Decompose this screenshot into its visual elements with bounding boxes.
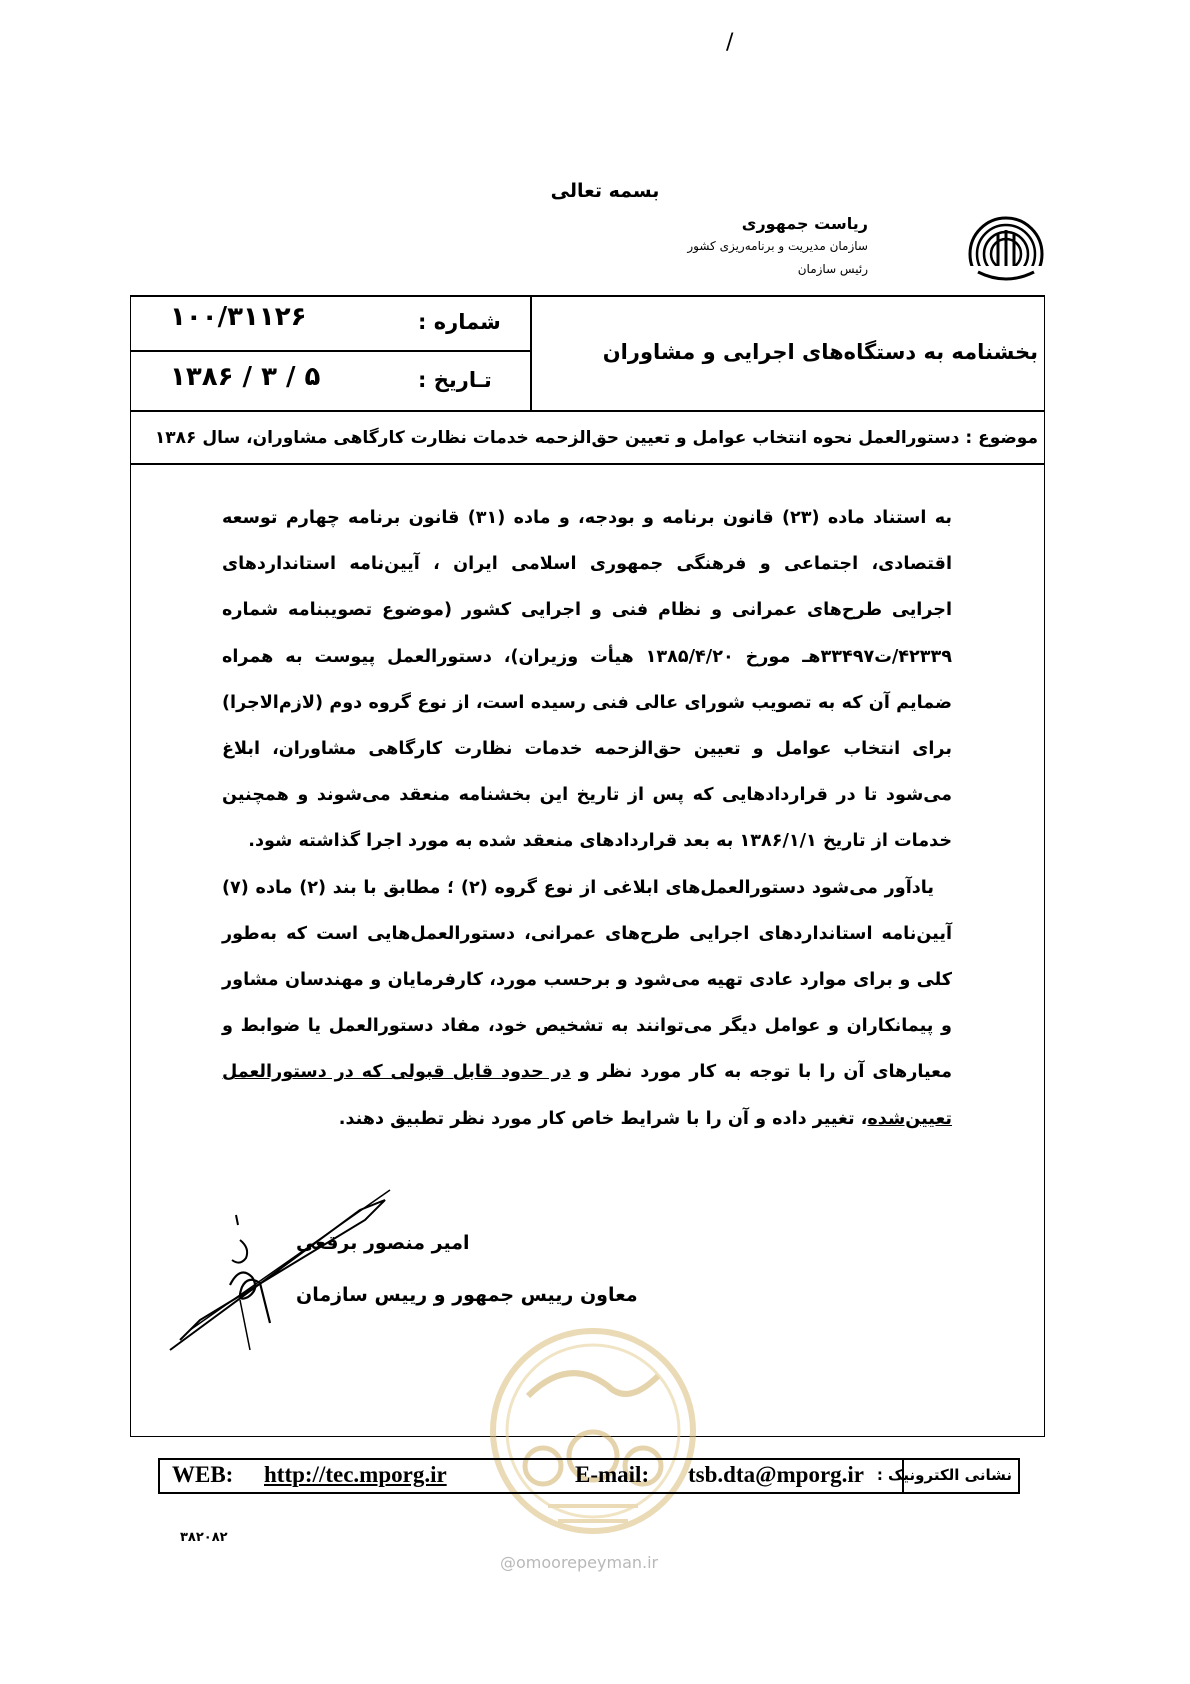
tick-mark: / [726,30,734,55]
contact-footer [158,1458,1020,1494]
body-paragraph-1: به استناد ماده (۲۳) قانون برنامه و بودجه، و ماده (۳۱) قانون برنامه چهارم توسعه اقتصادی، اجتماعی و فرهنگی جمهوری اسلامی ایران ، آیین‌نامه استانداردهای اجرایی طرح‌های عمرانی و نظام فنی و اجرایی کشور (موضوع تصویبنامه شماره ۴۲۳۳۹/ت۳۳۴۹۷هـ مورخ ۱۳۸۵/۴/۲۰ هیأت وزیران)، دستورالعمل پیوست به همراه ضمایم آن که به تصویب شورای عالی فنی رسیده است، از نوع گروه دوم (لازم‌الاجرا) برای انتخاب عوامل و تعیین حق‌الزحمه خدمات نظارت کارگاهی مشاوران، ابلاغ می‌شود تا در قراردادهایی که پس از تاریخ این بخشنامه منعقد می‌شوند و همچنین خدمات از تاریخ ۱۳۸۶/۱/۱ به بعد قراردادهای منعقد شده به مورد اجرا گذاشته شود. [222,508,952,852]
number-value: ۱۰۰/۳۱۱۲۶ [170,302,307,332]
web-label: WEB: [172,1462,234,1487]
signer-name: امیر منصور برقعی [296,1232,470,1254]
letter-body [222,495,952,1142]
subject-bottom-line [130,463,1045,465]
recipient-line: بخشنامه به دستگاه‌های اجرایی و مشاوران [602,340,1038,364]
signer-title: معاون رییس جمهور و رییس سازمان [296,1284,638,1306]
para2-start: یادآور می‌شود دستورالعمل‌های ابلاغی از نوع گروه (۲) ؛ مطابق با بند (۲) ماده (۷) آیین‌نامه استانداردهای اجرایی طرح‌های عمرانی، دستورالعمل‌هایی است که به‌طور کلی و برای موارد عادی تهیه می‌شود و برحسب مورد، کارفرمایان و مهندسان مشاور و پیمانکاران و عوامل دیگر می‌توانند به تشخیص خود، مفاد دستورالعمل یا ضوابط و معیارهای آن را با توجه به کار مورد نظر و [222,877,952,1083]
number-date-divider [130,350,530,352]
email-link[interactable]: tsb.dta@mporg.ir [688,1462,865,1487]
org-line-2: سازمان مدیریت و برنامه‌ریزی کشور [687,239,868,253]
date-value: ۱۳۸۶ / ۳ / ۵ [170,362,321,392]
document-code: ۳۸۲۰۸۲ [180,1530,228,1545]
date-label: تـاریخ : [418,368,492,392]
org-line-1: ریاست جمهوری [741,214,868,233]
subject-line: موضوع : دستورالعمل نحوه انتخاب عوامل و تعیین حق‌الزحمه خدمات نظارت کارگاهی مشاوران، سال ۱۳۸۶ [154,428,1038,448]
handwritten-signature [160,1180,420,1360]
frame-top-line [130,295,1045,297]
para2-end: ، تغییر داده و آن را با شرایط خاص کار مورد نظر تطبیق دهند. [338,1108,868,1129]
number-label: شماره : [418,310,501,334]
web-link[interactable]: http://tec.mporg.ir [264,1462,447,1487]
header-vertical-divider [530,295,532,410]
watermark-text: @omoorepeyman.ir [500,1553,659,1572]
org-line-3: رئیس سازمان [797,262,868,276]
bismillah-heading: بسمه تعالی [550,180,660,202]
watermark-seal [488,1316,698,1546]
address-label: نشانی الکترونیک : [876,1466,1012,1484]
body-paragraph-2 [222,865,952,1142]
email-label: E-mail: [575,1462,650,1487]
government-emblem-icon [968,216,1044,292]
para2-underlined: در حدود قابل قبولی که در دستورالعمل تعیین‌شده [222,1062,952,1129]
issuer-block [687,212,868,281]
header-bottom-line [130,410,1045,412]
